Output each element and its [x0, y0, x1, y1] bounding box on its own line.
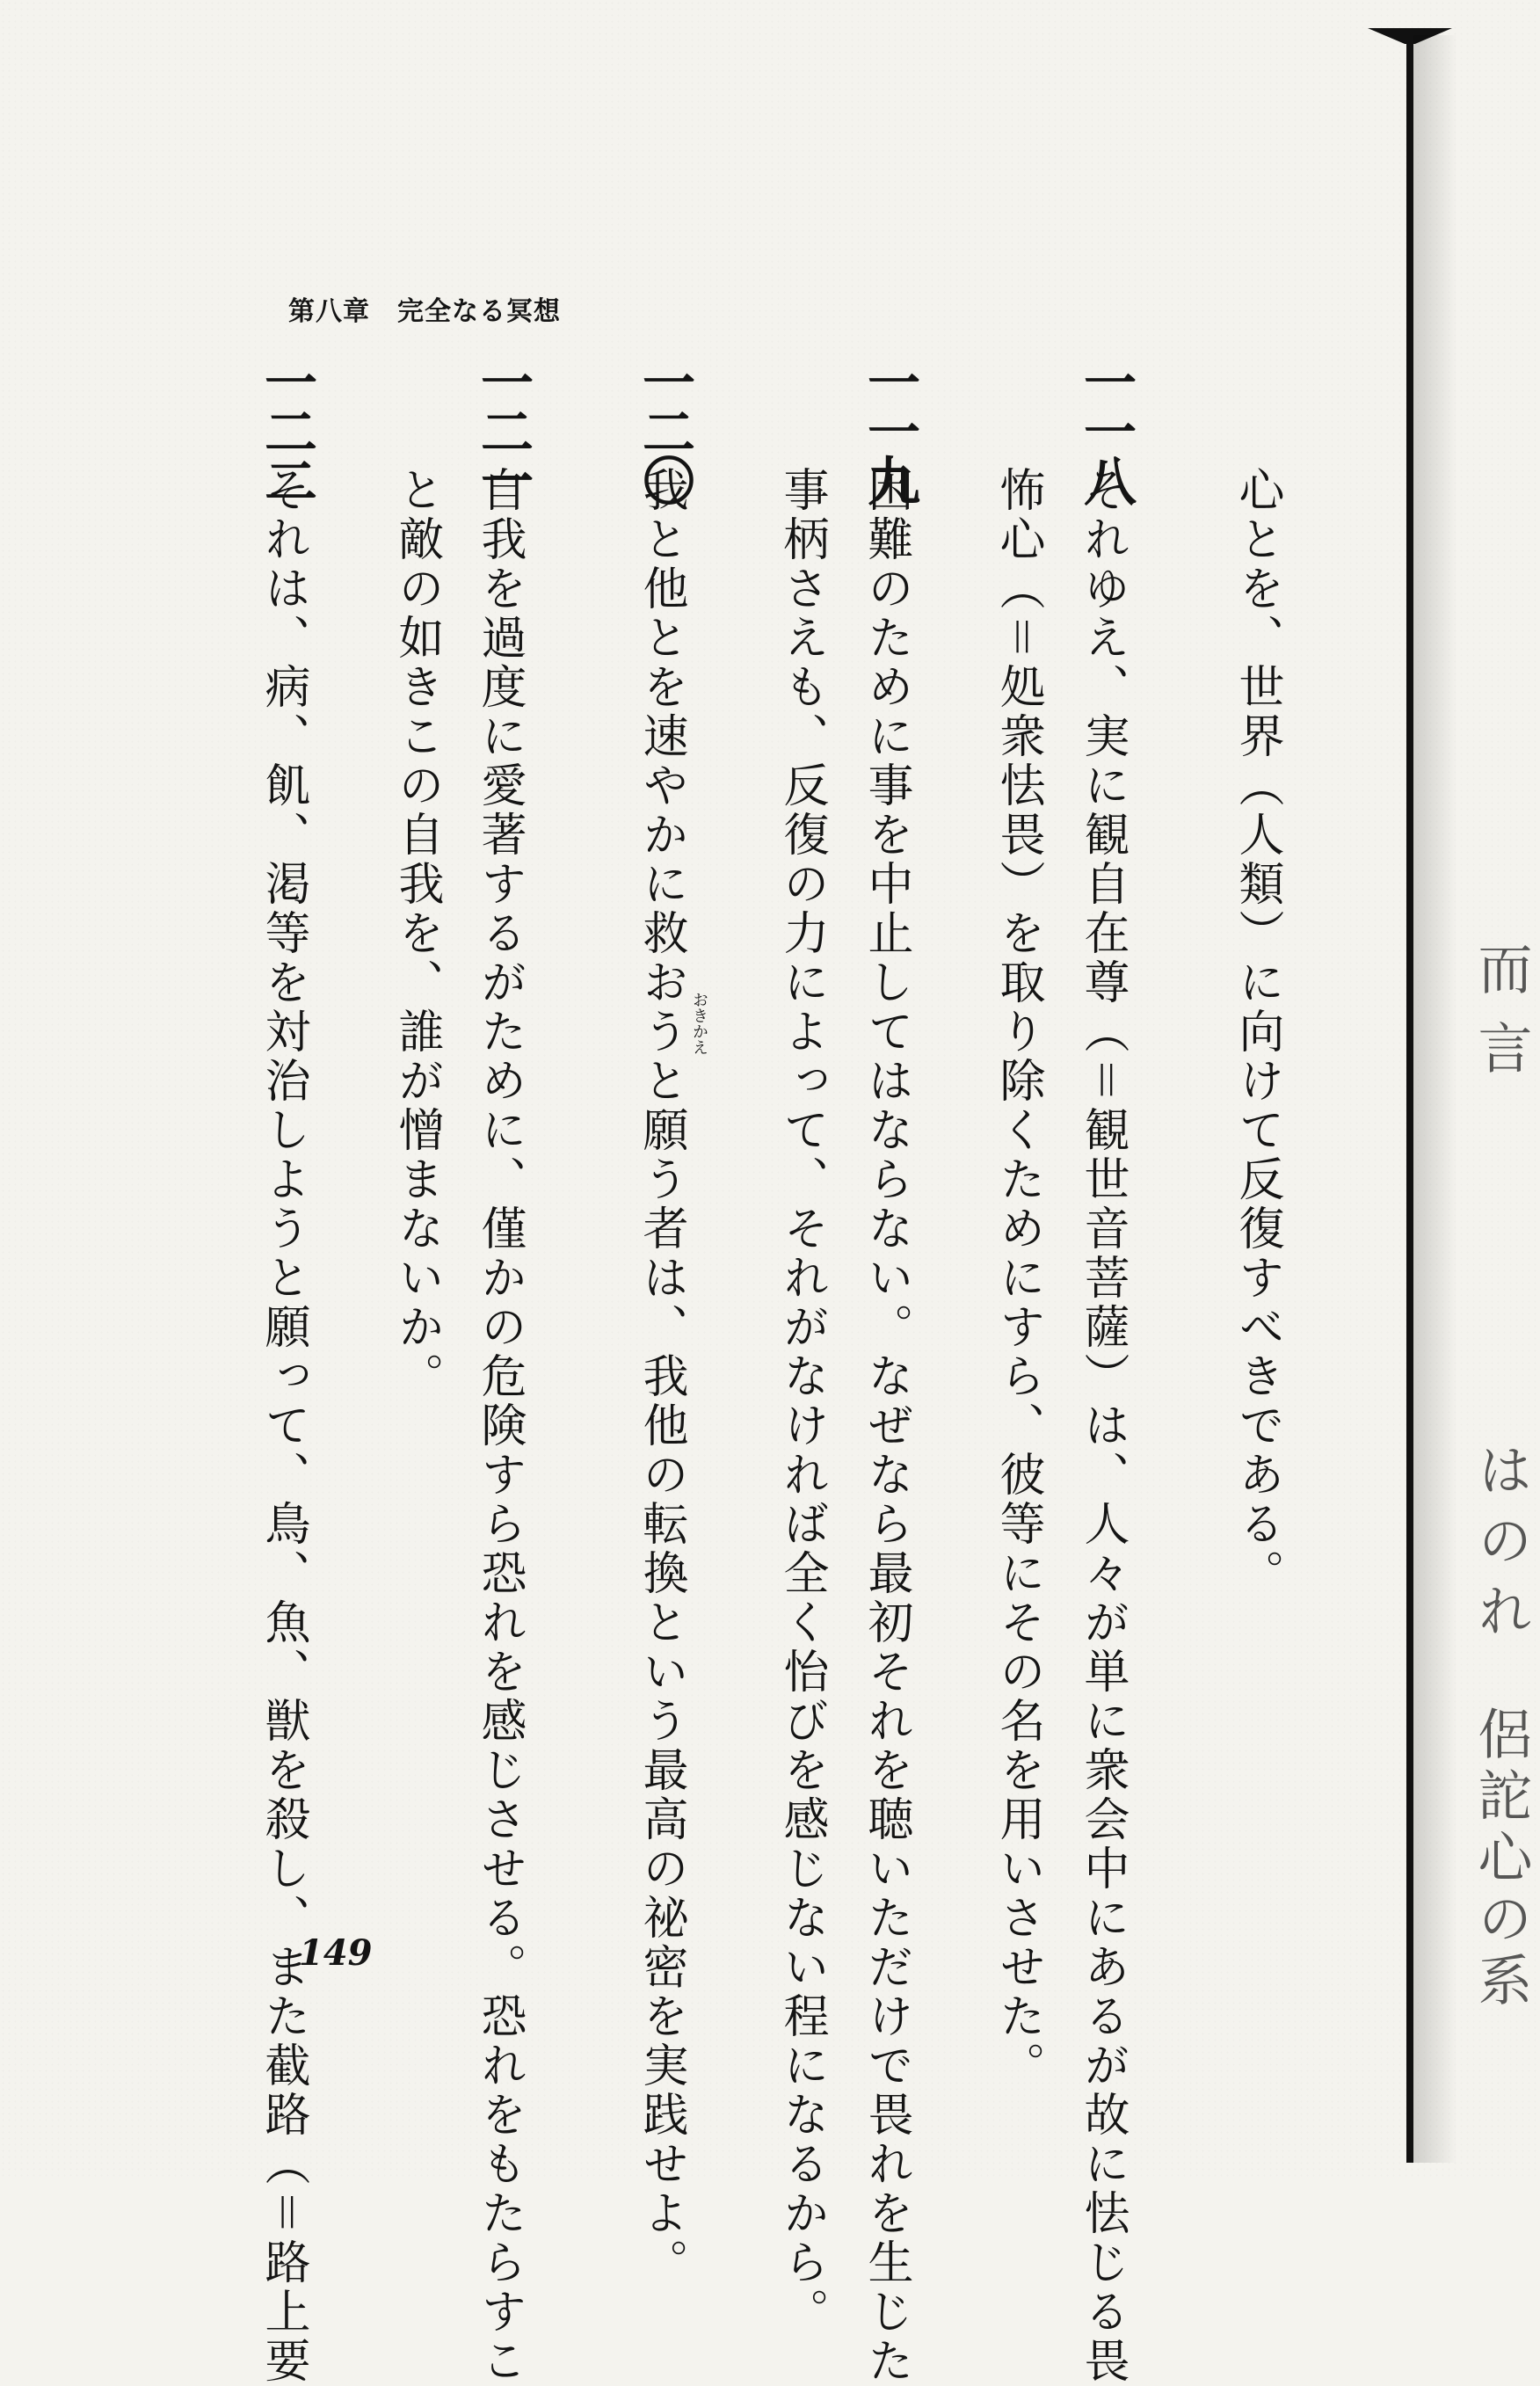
facing-page-fragment: れ	[1469, 1582, 1533, 1637]
facing-page-fragment: の	[1469, 1890, 1533, 1945]
verse-number: 一二二	[256, 355, 317, 503]
facing-page-fragment: 而	[1469, 941, 1533, 995]
page-number: 149	[299, 1932, 373, 1974]
verse-line: それゆえ、実に観自在尊（＝観世音菩薩）は、人々が単に衆会中にあるが故に怯じる畏	[1076, 466, 1129, 2386]
facing-page-fragment: 心	[1469, 1829, 1533, 1883]
facing-page-fragment: 言	[1469, 1020, 1533, 1074]
verse-line: 自我を過度に愛著するがために、僅かの危険すら恐れを感じさせる。恐れをもたらすこ	[473, 466, 526, 2386]
running-header: 第八章 完全なる冥想	[288, 296, 561, 327]
verse-number: 一一九	[859, 355, 920, 503]
verse-line: 怖心（＝処衆怯畏）を取り除くためにすら、彼等にその名を用いさせた。	[992, 466, 1044, 2091]
facing-page-fragment: は	[1469, 1442, 1533, 1496]
verse-line: と敵の如きこの自我を、誰が憎まないか。	[390, 466, 443, 1401]
facing-page-fragment: 侶	[1469, 1706, 1533, 1760]
gutter-line	[1406, 35, 1413, 2163]
verse-number: 一一八	[1075, 355, 1137, 503]
verse-line: 我と他とを速やかに救おうと願う者は、我他の転換という最高の祕密を実践せよ。	[635, 466, 687, 2288]
facing-page-fragment: 系	[1469, 1952, 1533, 2006]
verse-number: 一二〇	[634, 355, 695, 503]
verse-line: 困難のために事を中止してはならない。なぜなら最初それを聴いただけで畏れを生じた	[860, 466, 912, 2386]
gutter-shadow	[1413, 35, 1457, 2163]
verse-number: 一二一	[472, 355, 534, 503]
ruby-annotation: おきかえ	[690, 992, 708, 1055]
facing-page-fragment: 詑	[1469, 1767, 1533, 1822]
facing-page-fragment: の	[1469, 1512, 1533, 1567]
verse-line: それは、病、飢、渇等を対治しようと願って、鳥、魚、獣を殺し、また截路（＝路上要	[257, 466, 309, 2386]
verse-line: 事柄さえも、反復の力によって、それがなければ全く怡びを感じない程になるから。	[775, 466, 828, 2337]
continuation-line: 心とを、世界（人類）に向けて反復すべきである。	[1231, 466, 1283, 1598]
